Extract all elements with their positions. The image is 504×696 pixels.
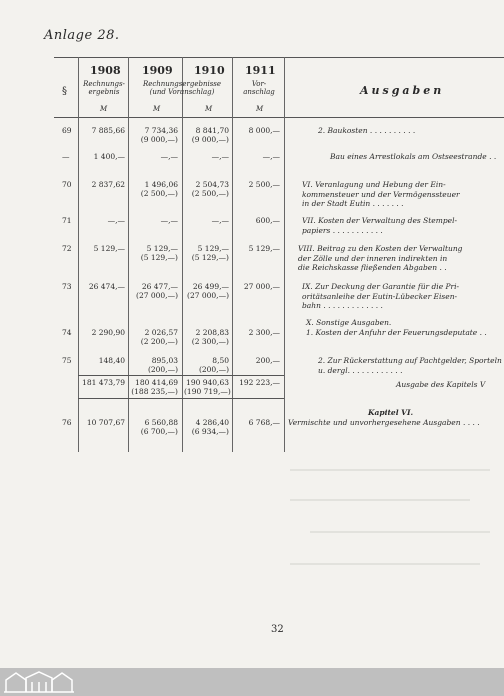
row-1911: 200,—: [255, 356, 280, 365]
row-1910: 8,50: [212, 356, 229, 365]
totals-top-rule: [78, 375, 284, 376]
header-year-1910: 1910: [194, 64, 225, 77]
row-nr: 72: [62, 244, 72, 253]
header-section-sign: §: [62, 86, 67, 97]
totals-1911: 192 223,—: [239, 378, 280, 387]
totals-label: Ausgabe des Kapitels V: [396, 380, 486, 389]
header-unit-1911: M: [256, 105, 264, 113]
row-1909-budget: (9 000,—): [140, 135, 178, 144]
header-unit-1910: M: [205, 105, 213, 113]
row-nr: 73: [62, 282, 72, 291]
kapitel-title: Kapitel VI.: [368, 408, 414, 417]
col-divider-4: [232, 57, 233, 452]
row-1909: 1 496,06: [144, 180, 178, 189]
row-1910-budget: (27 000,—): [187, 291, 229, 300]
row-1911: 8 000,—: [248, 126, 280, 135]
col-divider-2: [128, 57, 129, 452]
library-building-icon: [4, 670, 74, 694]
row-1909-budget: (2 500,—): [140, 189, 178, 198]
kapitel-1908: 10 707,67: [86, 418, 125, 427]
header-year-1908: 1908: [90, 64, 121, 77]
header-bottom-rule: [54, 117, 504, 118]
row-desc: IX. Zur Deckung der Garantie für die Pri- oritätsanleihe der Eutin-Lübecker Eisen- bahn . . . . . . . . . . . . .: [302, 282, 460, 310]
row-1910: 8 841,70: [195, 126, 229, 135]
row-1908: 5 129,—: [93, 244, 125, 253]
page-number: 32: [271, 624, 284, 635]
anlage-label: Anlage 28.: [44, 28, 120, 43]
row-desc: VII. Kosten der Verwaltung des Stempel- papiers . . . . . . . . . . .: [302, 216, 457, 235]
row-nr: 71: [62, 216, 72, 225]
row-1909: 26 477,—: [141, 282, 178, 291]
row-1910-budget: (9 000,—): [191, 135, 229, 144]
totals-1910: 190 940,63: [186, 378, 229, 387]
kapitel-1910: 4 286,40: [195, 418, 229, 427]
row-1909: —,—: [160, 216, 178, 225]
totals-1909-budget: (188 235,—): [131, 387, 178, 396]
kapitel-1909: 6 560,88: [144, 418, 178, 427]
header-unit-1908: M: [100, 105, 108, 113]
header-ausgaben: Ausgaben: [360, 84, 445, 97]
row-1911: —,—: [262, 152, 280, 161]
row-1908: 26 474,—: [88, 282, 125, 291]
row-nr: 70: [62, 180, 72, 189]
totals-1908: 181 473,79: [82, 378, 125, 387]
kapitel-desc: Vermischte und unvorhergesehene Ausgaben . . . .: [288, 418, 480, 427]
row-desc: 2. Baukosten . . . . . . . . . .: [318, 126, 416, 135]
row-nr: 74: [62, 328, 72, 337]
row-1909: —,—: [160, 152, 178, 161]
row-1910: 5 129,—: [197, 244, 229, 253]
kapitel-1911: 6 768,—: [248, 418, 280, 427]
row-1910: 2 208,83: [195, 328, 229, 337]
row-1910: 26 499,—: [192, 282, 229, 291]
row-1909-budget: (27 000,—): [136, 291, 178, 300]
row-1909: 7 734,36: [144, 126, 178, 135]
row-1908: 2 290,90: [91, 328, 125, 337]
row-1909: 5 129,—: [146, 244, 178, 253]
header-year-1909: 1909: [142, 64, 173, 77]
col-divider-3: [182, 57, 183, 452]
col-divider-1: [78, 57, 79, 452]
row-1909-budget: (2 200,—): [140, 337, 178, 346]
kapitel-1909-budget: (6 700,—): [140, 427, 178, 436]
col-divider-5: [284, 57, 285, 452]
row-1910: —,—: [211, 152, 229, 161]
row-1910-budget: (200,—): [198, 365, 229, 374]
row-1910-budget: (2 500,—): [191, 189, 229, 198]
row-1908: 7 885,66: [91, 126, 125, 135]
row-1911: 2 500,—: [248, 180, 280, 189]
row-nr: 75: [62, 356, 72, 365]
footer-strip: [0, 668, 504, 696]
totals-bottom-rule: [78, 398, 284, 399]
header-sub-1911: Vor- anschlag: [243, 80, 275, 96]
row-1910-budget: (5 129,—): [191, 253, 229, 262]
row-1909-budget: (200,—): [147, 365, 178, 374]
row-1908: —,—: [107, 216, 125, 225]
row-1908: 148,40: [98, 356, 125, 365]
row-nr: —: [62, 152, 70, 161]
header-unit-1909: M: [153, 105, 161, 113]
bleed-through: [290, 460, 504, 590]
row-desc: Bau eines Arrestlokals am Ostseestrande . .: [330, 152, 497, 161]
row-1910: —,—: [211, 216, 229, 225]
table-top-rule: [54, 57, 504, 58]
header-sub-1909: Rechnungsergebnisse (und Voranschlag): [142, 80, 222, 96]
row-nr: 69: [62, 126, 72, 135]
row-desc: VI. Veranlagung und Hebung der Ein- kommensteuer und der Vermögenssteuer in der Stadt Eutin . . . . . . .: [302, 180, 460, 208]
header-sub-1908: Rechnungs- ergebnis: [83, 80, 125, 96]
row-1909-budget: (5 129,—): [140, 253, 178, 262]
row-1908: 2 837,62: [91, 180, 125, 189]
row-1910: 2 504,73: [195, 180, 229, 189]
row-1908: 1 400,—: [93, 152, 125, 161]
header-year-1911: 1911: [245, 64, 276, 77]
row-desc: 2. Zur Rückerstattung auf Pachtgelder, Sporteln u. dergl. . . . . . . . . . . .: [318, 356, 502, 375]
row-1911: 2 300,—: [248, 328, 280, 337]
section-heading: X. Sonstige Ausgaben. 1. Kosten der Anfuhr der Feuerungsdeputate . .: [306, 318, 487, 337]
row-1911: 27 000,—: [243, 282, 280, 291]
kapitel-nr: 76: [62, 418, 72, 427]
kapitel-1910-budget: (6 934,—): [191, 427, 229, 436]
row-1909: 2 026,57: [144, 328, 178, 337]
row-1911: 5 129,—: [248, 244, 280, 253]
row-1911: 600,—: [255, 216, 280, 225]
totals-1910-budget: (190 719,—): [184, 387, 231, 396]
row-1910-budget: (2 300,—): [191, 337, 229, 346]
row-desc: VIII. Beitrag zu den Kosten der Verwaltung der Zölle und der inneren indirekten in die Reichskasse fließenden Abgaben . .: [298, 244, 463, 272]
totals-1909: 180 414,69: [135, 378, 178, 387]
row-1909: 895,03: [151, 356, 178, 365]
